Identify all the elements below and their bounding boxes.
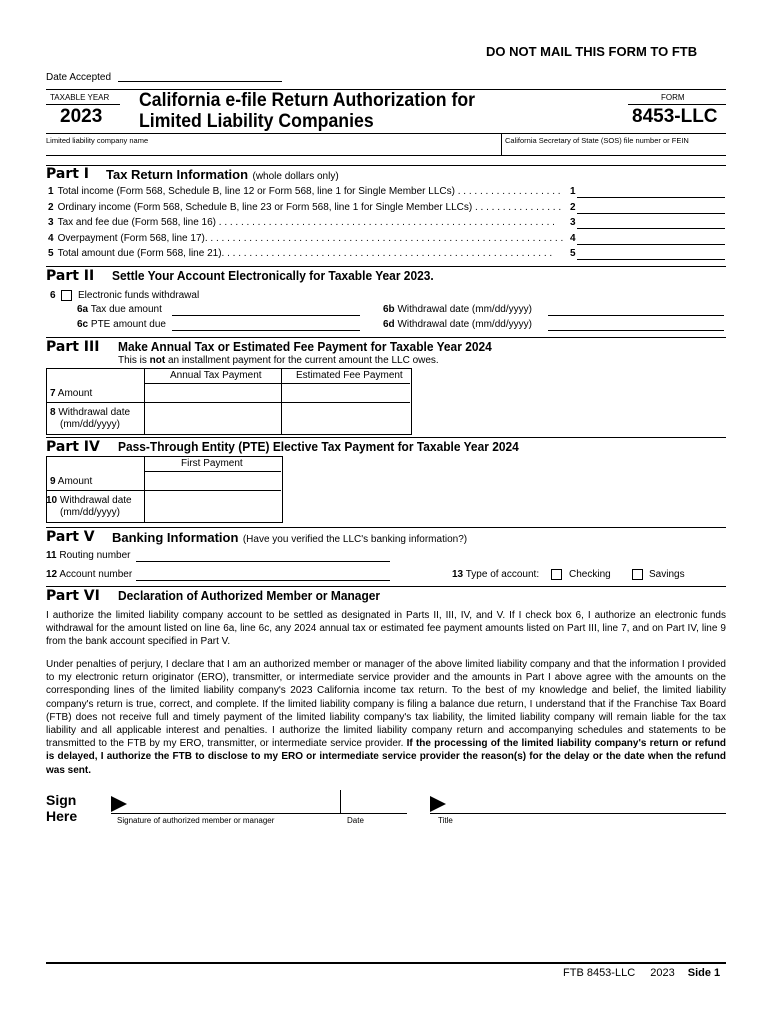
line11-num: 11 xyxy=(46,550,57,561)
line6a-text: Tax due amount xyxy=(90,304,162,315)
part1-line-ref: 4 xyxy=(570,232,576,244)
line6b-num: 6b xyxy=(383,304,395,315)
part2-label: Part II xyxy=(46,268,95,284)
line6b-field[interactable] xyxy=(548,315,724,316)
do-not-mail-notice: DO NOT MAIL THIS FORM TO FTB xyxy=(486,44,698,59)
part1-line-num: 3 xyxy=(48,217,54,229)
annual-tax-date-cell[interactable] xyxy=(145,403,280,433)
form-title-line1: California e-file Return Authorization for xyxy=(139,90,476,111)
title-field[interactable] xyxy=(430,813,726,814)
line7-num: 7 xyxy=(50,388,56,399)
line6b-text: Withdrawal date (mm/dd/yyyy) xyxy=(397,304,532,315)
line6c-text: PTE amount due xyxy=(90,319,166,330)
form-title-line2: Limited Liability Companies xyxy=(139,111,374,132)
account-number-field[interactable] xyxy=(136,580,390,581)
signature-label: Signature of authorized member or manager xyxy=(117,816,275,825)
title-label: Title xyxy=(438,816,453,825)
part1-line-num: 2 xyxy=(48,201,54,213)
part5-label: Part V xyxy=(46,529,95,545)
line12-text: Account number xyxy=(59,569,133,580)
routing-number-field[interactable] xyxy=(136,561,390,562)
savings-checkbox[interactable] xyxy=(632,569,643,580)
line6d-num: 6d xyxy=(383,319,395,330)
declaration-paragraph: Under penalties of perjury, I declare that I am an authorized member or manager of the above limited liability company and that the information I provided to my electronic return originator (ERO), transmitter, or intermediate service provider and the amounts in Part I above agree with the amounts on the corresponding lines of the limited liability company's 2023 California income tax return. To the best of my knowledge and belief, the limited liability company's return is true, correct, and complete. If the limited liability company is filing a balance due return, I understand that if the Franchise Tax Board (FTB) does not receive full and timely payment of the limited liability company's tax liability, the limited liability company will remain liable for the tax liability and all applicable interest and penalties. I authorize the limited liability company return and accompanying schedules and statements to be transmitted to the FTB by my ERO, transmitter, or intermediate service provider. xyxy=(46,659,726,750)
electronic-funds-checkbox[interactable] xyxy=(61,290,72,301)
form-number: 8453-LLC xyxy=(632,106,718,127)
line6-num: 6 xyxy=(50,290,56,301)
line8-num: 8 xyxy=(50,407,56,418)
line13-text: Type of account: xyxy=(465,569,540,580)
sos-label: California Secretary of State (SOS) file number or FEIN xyxy=(505,136,689,145)
part1-title: Tax Return Information xyxy=(106,167,249,182)
part3-note-pre: This is xyxy=(118,355,150,366)
sign-here-label: Sign Here xyxy=(46,792,78,824)
part3-title: Make Annual Tax or Estimated Fee Payment for Taxable Year 2024 xyxy=(118,339,492,354)
line13-num: 13 xyxy=(452,569,464,580)
part3-note-bold: not xyxy=(149,355,166,366)
line11-text: Routing number xyxy=(59,550,131,561)
footer-form: FTB 8453-LLC xyxy=(563,967,636,979)
date-accepted-field[interactable] xyxy=(118,81,282,82)
part2-title: Settle Your Account Electronically for Taxable Year 2023. xyxy=(112,268,434,283)
line6c-num: 6c xyxy=(77,319,89,330)
line6d-text: Withdrawal date (mm/dd/yyyy) xyxy=(397,319,532,330)
part1-line-3 xyxy=(48,217,570,228)
line6a-field[interactable] xyxy=(172,315,360,316)
part5-title: Banking Information xyxy=(112,530,239,545)
first-payment-date-cell[interactable] xyxy=(145,491,280,521)
line7-text: Amount xyxy=(57,388,93,399)
form-label: FORM xyxy=(661,93,685,102)
part3-label: Part III xyxy=(46,339,100,355)
part1-line-text: Total amount due (Form 568, line 21). . . . . . . . . . . . . . . . . . . . . . . . . . . . . . . . . . . . . . . . . . . . . . . . . . . . . . . . . . . . xyxy=(57,248,553,260)
line9-num: 9 xyxy=(50,476,56,487)
checking-label: Checking xyxy=(569,569,611,580)
footer-year: 2023 xyxy=(650,967,675,979)
line6d-field[interactable] xyxy=(548,330,724,331)
estimated-fee-date-cell[interactable] xyxy=(282,403,409,433)
first-payment-header: First Payment xyxy=(181,458,243,469)
annual-tax-header: Annual Tax Payment xyxy=(170,370,262,381)
part4-title: Pass-Through Entity (PTE) Elective Tax Payment for Taxable Year 2024 xyxy=(118,439,519,454)
title-arrow-icon xyxy=(430,796,446,812)
part1-line-num: 1 xyxy=(48,186,54,197)
footer-side: Side 1 xyxy=(687,967,721,979)
taxable-year: 2023 xyxy=(60,106,103,127)
authorization-paragraph: I authorize the limited liability company account to be settled as designated in Parts II, III, IV, and V. If I check box 6, I authorize an electronic funds withdrawal for the amount listed on line 6a, line 6c, any 2024 annual tax or estimated fee payment amounts listed on Part III, line 7, and on Part IV, line 9 from the bank account specified in Part V. xyxy=(46,610,726,648)
part6-label: Part VI xyxy=(46,588,100,604)
line10-text: Withdrawal date xyxy=(59,495,132,506)
part1-line-text: Overpayment (Form 568, line 17). . . . . . . . . . . . . . . . . . . . . . . . . . . . . . . . . . . . . . . . . . . . . . . . . . . . . . . . . . . . . . . . . xyxy=(57,232,564,244)
estimated-fee-header: Estimated Fee Payment xyxy=(296,370,403,381)
part1-line-3-field[interactable] xyxy=(577,228,725,229)
date-accepted-label: Date Accepted xyxy=(46,72,112,83)
part1-subtitle: (whole dollars only) xyxy=(252,171,339,182)
checking-checkbox[interactable] xyxy=(551,569,562,580)
part1-line-2 xyxy=(48,202,570,213)
signature-arrow-icon xyxy=(111,796,127,812)
signature-field[interactable] xyxy=(111,813,407,814)
part1-line-2-field[interactable] xyxy=(577,213,725,214)
date-label: Date xyxy=(347,816,364,825)
part1-label: Part I xyxy=(46,166,90,182)
part5-subtitle: (Have you verified the LLC's banking information?) xyxy=(242,534,468,545)
line10-sub: (mm/dd/yyyy) xyxy=(60,507,120,518)
line9-text: Amount xyxy=(57,476,93,487)
part1-line-ref: 1 xyxy=(570,186,576,197)
first-payment-amount-cell[interactable] xyxy=(145,472,280,489)
declaration-bold-paragraph: If the processing of the limited liability company's return or refund is delayed, I authorize the FTB to disclose to my ERO or intermediate service provider the reason(s) for the delay or the date when the refund was sent. xyxy=(46,738,726,776)
part1-line-num: 5 xyxy=(48,248,54,260)
line6-text: Electronic funds withdrawal xyxy=(78,290,200,301)
part1-line-5-field[interactable] xyxy=(577,259,725,260)
part1-line-text: Total income (Form 568, Schedule B, line 12 or Form 568, line 1 for Single Member LLCs) . . . . . . . . . . . . . . . . . . . xyxy=(57,186,561,197)
part4-label: Part IV xyxy=(46,439,100,455)
taxable-year-label: TAXABLE YEAR xyxy=(50,93,110,102)
line10-num: 10 xyxy=(46,495,58,506)
line6a-num: 6a xyxy=(77,304,89,315)
part1-line-5 xyxy=(48,248,570,259)
part1-line-ref: 3 xyxy=(570,217,576,229)
part1-line-num: 4 xyxy=(48,232,54,244)
line8-sub: (mm/dd/yyyy) xyxy=(60,419,120,430)
part1-line-text: Ordinary income (Form 568, Schedule B, line 23 or Form 568, line 1 for Single Member LLCs) . . . . . . . . . . . . . . . . xyxy=(57,201,562,213)
annual-tax-amount-cell[interactable] xyxy=(145,384,280,401)
line6c-field[interactable] xyxy=(172,330,360,331)
part1-line-4-field[interactable] xyxy=(577,244,725,245)
llc-name-label: Limited liability company name xyxy=(46,136,149,145)
part6-title: Declaration of Authorized Member or Manager xyxy=(118,588,381,603)
part1-line-4 xyxy=(48,233,570,244)
part1-line-ref: 2 xyxy=(570,201,576,213)
part1-line-1 xyxy=(48,186,570,197)
part1-line-text: Tax and fee due (Form 568, line 16) . . . . . . . . . . . . . . . . . . . . . . . . . . . . . . . . . . . . . . . . . . . . . . . . . . . . . . . . . . . . . xyxy=(57,217,555,229)
line12-num: 12 xyxy=(46,569,58,580)
line8-text: Withdrawal date xyxy=(58,407,131,418)
part3-note-post: an installment payment for the current amount the LLC owes. xyxy=(165,355,439,366)
part1-line-1-field[interactable] xyxy=(577,197,725,198)
estimated-fee-amount-cell[interactable] xyxy=(282,384,409,401)
part1-line-ref: 5 xyxy=(570,248,576,260)
savings-label: Savings xyxy=(649,569,685,580)
